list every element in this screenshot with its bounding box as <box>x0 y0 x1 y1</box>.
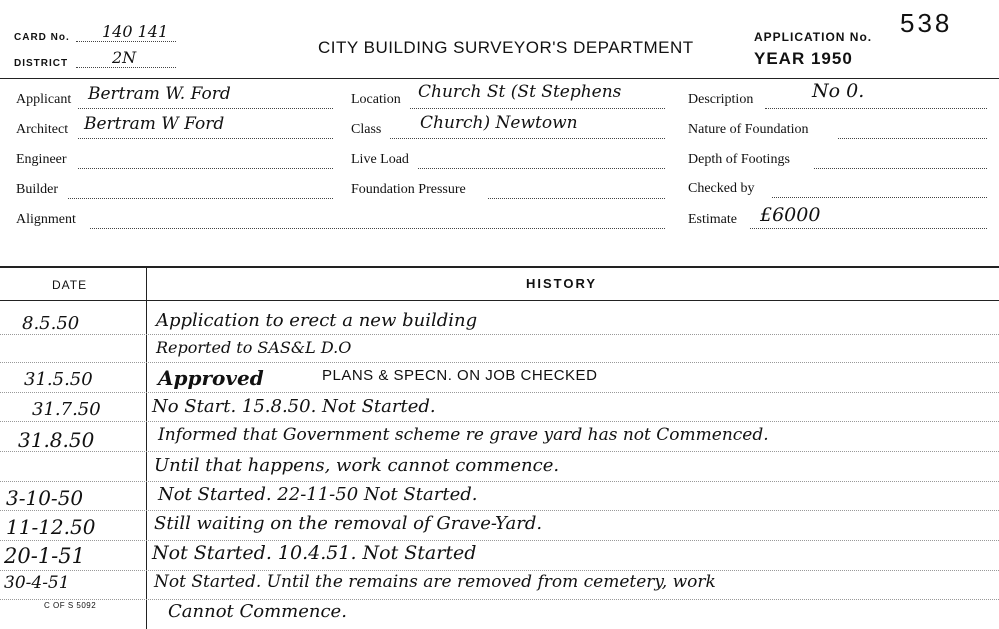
history-date: 31.8.50 <box>18 428 95 452</box>
description-value: No 0. <box>812 80 865 102</box>
architect-value: Bertram W Ford <box>84 114 225 134</box>
applicant-label: Applicant <box>16 92 72 107</box>
history-date: 11-12.50 <box>6 515 96 539</box>
description-label: Description <box>688 92 754 107</box>
form-code: C OF S 5092 <box>44 601 97 610</box>
location-label: Location <box>351 92 401 107</box>
district-label: DISTRICT <box>14 58 69 69</box>
history-entry: Not Started. 22-11-50 Not Started. <box>158 484 478 505</box>
application-number: 538 <box>900 8 953 38</box>
history-date: 3-10-50 <box>6 486 84 510</box>
history-date: 31.7.50 <box>32 399 101 420</box>
applicant-value: Bertram W. Ford <box>88 84 231 104</box>
department-title: CITY BUILDING SURVEYOR'S DEPARTMENT <box>318 38 694 57</box>
application-label: APPLICATION No. <box>754 30 873 44</box>
history-entry: No Start. 15.8.50. Not Started. <box>152 396 436 417</box>
checked-by-label: Checked by <box>688 181 755 196</box>
history-entry: Not Started. Until the remains are removed from cemetery, work <box>154 572 716 592</box>
engineer-label: Engineer <box>16 152 67 167</box>
card-no-label: CARD No. <box>14 32 70 43</box>
architect-label: Architect <box>16 122 69 137</box>
history-entry: Cannot Commence. <box>168 601 347 622</box>
card-no-value: 140 141 <box>102 22 169 41</box>
history-entry: Reported to SAS&L D.O <box>156 338 352 357</box>
class-label: Class <box>351 122 382 137</box>
alignment-label: Alignment <box>16 212 76 227</box>
history-date: 20-1-51 <box>4 544 85 568</box>
plans-checked-stamp: PLANS & SPECN. ON JOB CHECKED <box>322 367 598 384</box>
year-label: YEAR 1950 <box>754 49 853 68</box>
history-entry: Still waiting on the removal of Grave-Yard. <box>154 513 543 534</box>
live-load-label: Live Load <box>351 152 409 167</box>
history-entry: Application to erect a new building <box>156 310 478 331</box>
history-entry: Until that happens, work cannot commence. <box>154 455 560 476</box>
history-date: 30-4-51 <box>4 573 70 593</box>
depth-of-footings-label: Depth of Footings <box>688 152 790 167</box>
history-entry: Approved <box>158 366 264 390</box>
builder-label: Builder <box>16 182 58 197</box>
history-entry: Not Started. 10.4.51. Not Started <box>152 542 477 564</box>
history-column-header: HISTORY <box>526 276 598 291</box>
history-entry: Informed that Government scheme re grave yard has not Commenced. <box>158 425 769 445</box>
class-value: Church) Newtown <box>420 113 578 133</box>
district-value: 2N <box>112 48 137 67</box>
history-date: 31.5.50 <box>24 369 93 390</box>
estimate-label: Estimate <box>688 212 737 227</box>
history-date: 8.5.50 <box>22 313 80 334</box>
location-value: Church St (St Stephens <box>418 82 622 102</box>
foundation-pressure-label: Foundation Pressure <box>351 182 466 197</box>
estimate-value: £6000 <box>760 204 821 226</box>
date-column-header: DATE <box>52 278 88 292</box>
nature-of-foundation-label: Nature of Foundation <box>688 122 809 137</box>
